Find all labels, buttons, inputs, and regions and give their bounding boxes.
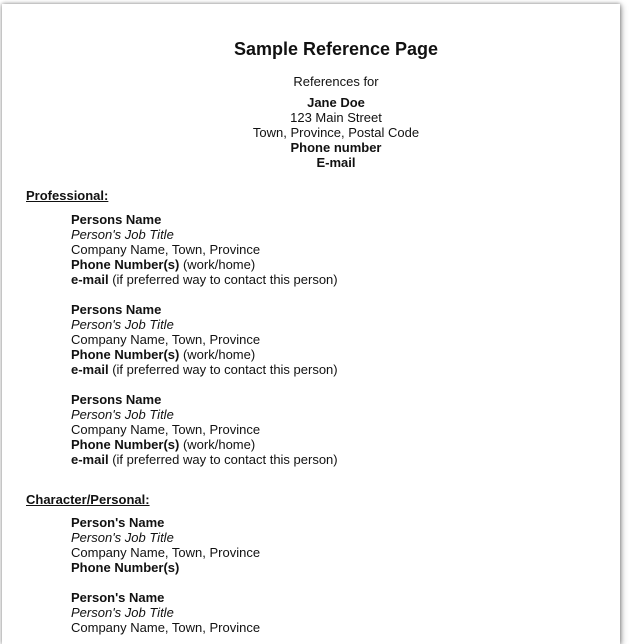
reference-company: Company Name, Town, Province <box>71 545 261 560</box>
reference-phone <box>71 437 338 452</box>
reference-email-note: (if preferred way to contact this person) <box>108 362 338 377</box>
reference-company: Company Name, Town, Province <box>71 332 261 347</box>
applicant-email: E-mail <box>316 155 356 170</box>
reference-phone-label: Phone Number(s) <box>71 257 180 272</box>
reference-company: Company Name, Town, Province <box>71 242 261 257</box>
reference-phone-note: (work/home) <box>179 347 256 362</box>
reference-job-title: Person's Job Title <box>71 605 174 620</box>
reference-name: Person's Name <box>71 590 165 605</box>
reference-job-title: Person's Job Title <box>71 530 174 545</box>
applicant-city: Town, Province, Postal Code <box>252 125 420 140</box>
page-title: Sample Reference Page <box>233 39 439 59</box>
reference-job-title: Person's Job Title <box>71 227 174 242</box>
reference-phone-label: Phone Number(s) <box>71 347 180 362</box>
reference-email-label: e-mail <box>71 452 109 467</box>
reference-name: Person's Name <box>71 515 165 530</box>
references-for-label: References for <box>293 74 379 89</box>
reference-phone-label: Phone Number(s) <box>71 560 180 575</box>
personal-reference-2 <box>71 590 260 635</box>
reference-job-title: Person's Job Title <box>71 317 174 332</box>
reference-phone-label: Phone Number(s) <box>71 437 180 452</box>
reference-company: Company Name, Town, Province <box>71 620 261 635</box>
reference-email-note: (if preferred way to contact this person) <box>108 272 338 287</box>
reference-phone-note: (work/home) <box>179 257 256 272</box>
reference-name: Persons Name <box>71 212 162 227</box>
applicant-phone: Phone number <box>290 140 382 155</box>
reference-email-note: (if preferred way to contact this person) <box>108 452 338 467</box>
professional-reference-2 <box>71 302 338 377</box>
reference-phone-note: (work/home) <box>179 437 256 452</box>
reference-company: Company Name, Town, Province <box>71 422 261 437</box>
document-page <box>2 4 620 644</box>
reference-phone <box>71 257 338 272</box>
personal-heading: Character/Personal: <box>26 492 150 507</box>
reference-email <box>71 452 338 467</box>
applicant-header <box>2 74 630 170</box>
reference-email-label: e-mail <box>71 362 109 377</box>
professional-reference-3 <box>71 392 338 467</box>
professional-heading: Professional: <box>26 188 109 203</box>
personal-reference-1 <box>71 515 260 575</box>
reference-email-label: e-mail <box>71 272 109 287</box>
professional-reference-1 <box>71 212 338 287</box>
applicant-street: 123 Main Street <box>290 110 382 125</box>
reference-job-title: Person's Job Title <box>71 407 174 422</box>
reference-email <box>71 362 338 377</box>
reference-email <box>71 272 338 287</box>
reference-name: Persons Name <box>71 392 162 407</box>
applicant-name: Jane Doe <box>307 95 365 110</box>
reference-phone <box>71 347 338 362</box>
reference-name: Persons Name <box>71 302 162 317</box>
